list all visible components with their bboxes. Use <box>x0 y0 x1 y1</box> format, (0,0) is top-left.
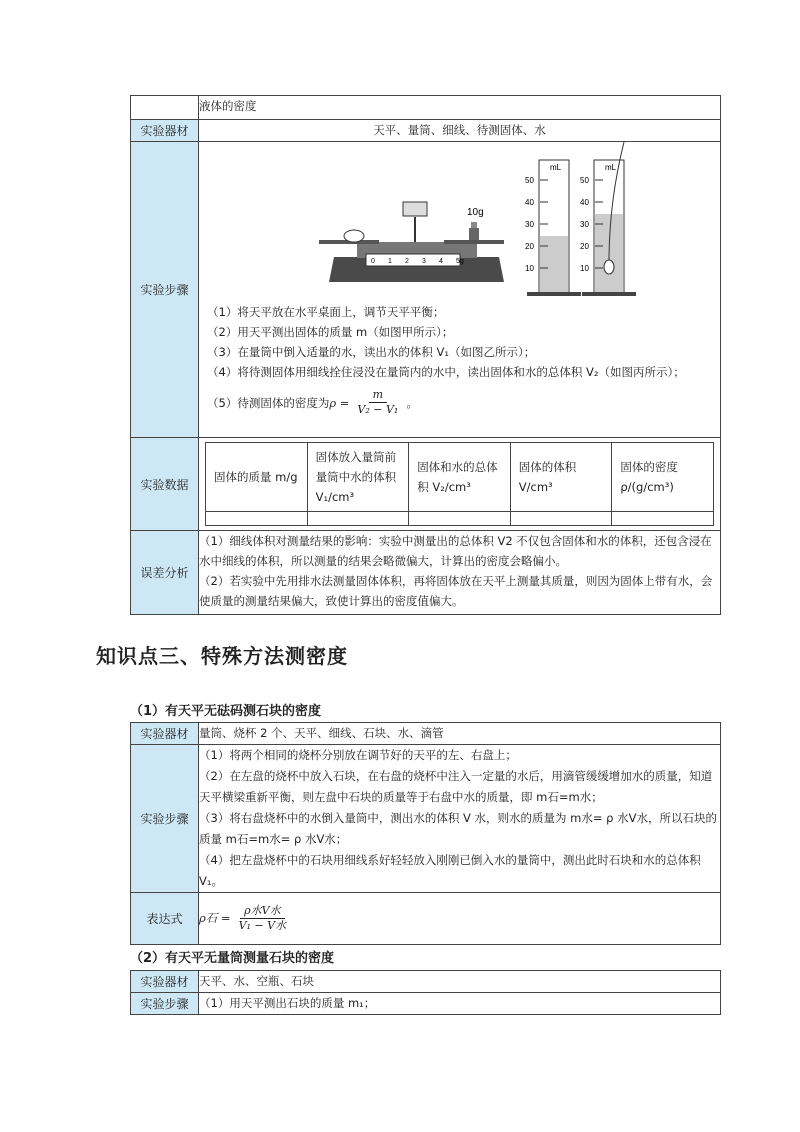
balance-scale-label: 5g <box>456 258 464 265</box>
balance-scale-label: 2 <box>405 258 409 265</box>
apparatus-figure <box>199 142 720 302</box>
part2-steps-label: 实验步骤 <box>131 993 199 1015</box>
part1-step-1: （1）将两个相同的烧杯分别放在调节好的天平的左、右盘上； <box>199 748 517 762</box>
error-analysis-1: （1）细线体积对测量结果的影响：实验中测量出的总体积 V2 不仅包含固体和水的体积，还包含浸在水中细线的体积，所以测量的结果会略微偏大，计算出的密度会略偏小。 <box>199 534 712 568</box>
part1-equipment-label: 实验器材 <box>131 723 199 745</box>
balance-scale-label: 1 <box>388 258 392 265</box>
cylinder-a <box>527 160 581 296</box>
data-cell-v[interactable] <box>510 512 612 526</box>
error-analysis-2: （2）若实验中先用排水法测量固体体积，再将固体放在天平上测量其质量，则因为固体上带有水，会使质量的测量结果偏大，致使计算出的密度值偏大。 <box>199 574 713 608</box>
data-header-v1: 固体放入量筒前量筒中水的体积 V₁/cm³ <box>307 443 409 512</box>
density-formula <box>329 388 417 417</box>
part1-steps-label: 实验步骤 <box>131 745 199 893</box>
step-2: （2）用天平测出固体的质量 m（如图甲所示）； <box>207 325 454 339</box>
weight-label: 10g <box>467 207 484 218</box>
error-label: 误差分析 <box>131 531 199 615</box>
expr-lhs: ρ石 = <box>199 911 231 925</box>
balance-scale-label: 4 <box>439 258 443 265</box>
part2-equipment-text: 天平、水、空瓶、石块 <box>199 971 721 993</box>
part1-expression <box>199 904 294 933</box>
part2-equipment-label: 实验器材 <box>131 971 199 993</box>
data-header-density: 固体的密度ρ/(g/cm³) <box>612 443 714 512</box>
cylinder-tick-label: 40 <box>580 198 589 207</box>
part1-step-3: （3）将右盘烧杯中的水倒入量筒中，测出水的体积 V 水，则水的质量为 m水= ρ 水V水，所以石块的质量 m石=m水= ρ 水V水； <box>199 811 717 846</box>
steps-label: 实验步骤 <box>131 142 199 438</box>
data-cell-v1[interactable] <box>307 512 409 526</box>
cylinder-tick-label: 50 <box>580 176 589 185</box>
cylinder-tick-label: 30 <box>525 220 534 229</box>
formula-tail: 。 <box>406 395 418 410</box>
formula-lhs: ρ = <box>329 395 350 410</box>
part1-step-2: （2）在左盘的烧杯中放入石块，在右盘的烧杯中注入一定量的水后，用滴管缓缓增加水的质量，知道天平横梁重新平衡，则左盘中石块的质量等于右盘中水的质量，即 m石=m水； <box>199 769 713 804</box>
cylinder-tick-label: 10 <box>525 264 534 273</box>
expr-numerator: ρ水V水 <box>240 904 284 919</box>
cylinder-a-unit: mL <box>550 163 562 172</box>
part1-title: （1）有天平无砝码测石块的密度 <box>130 704 322 719</box>
cylinder-tick-label: 10 <box>580 264 589 273</box>
data-header-mass: 固体的质量 m/g <box>206 443 308 512</box>
formula-numerator: m <box>369 388 387 403</box>
cylinder-tick-label: 20 <box>580 242 589 251</box>
equipment-label: 实验器材 <box>131 120 199 142</box>
step-3: （3）在量筒中倒入适量的水，读出水的体积 V₁（如图乙所示）； <box>207 345 536 359</box>
data-cell-density[interactable] <box>612 512 714 526</box>
data-header-v2: 固体和水的总体积 V₂/cm³ <box>409 443 511 512</box>
data-cell <box>199 438 721 531</box>
equipment-text: 天平、量筒、细线、待测固体、水 <box>199 120 721 142</box>
cylinder-tick-label: 20 <box>525 242 534 251</box>
step-4: （4）将待测固体用细线拴住浸没在量筒内的水中，读出固体和水的总体积 V₂（如图丙所示）； <box>207 365 685 379</box>
part1-step-4: （4）把左盘烧杯中的石块用细线系好轻轻放入刚刚已倒入水的量筒中，测出此时石块和水的总体积 V₁。 <box>199 853 701 888</box>
expr-denominator: V₁ − V水 <box>238 919 287 932</box>
part1-expr-label: 表达式 <box>131 893 199 945</box>
step-1: （1）将天平放在水平桌面上，调节天平平衡； <box>207 305 445 319</box>
steps-cell <box>199 142 721 438</box>
formula-denominator: V₂ − V₁ <box>357 403 399 416</box>
step-5 <box>207 388 712 417</box>
part2-title: （2）有天平无量筒测量石块的密度 <box>130 951 335 966</box>
data-label: 实验数据 <box>131 438 199 531</box>
data-header-v: 固体的体积 V/cm³ <box>510 443 612 512</box>
cylinder-b-unit: mL <box>605 163 617 172</box>
data-cell-mass[interactable] <box>206 512 308 526</box>
data-cell-v2[interactable] <box>409 512 511 526</box>
cylinder-tick-label: 40 <box>525 198 534 207</box>
apparatus-illustration <box>199 142 721 302</box>
step-5-text: （5）待测固体的密度为 <box>207 395 330 410</box>
measurement-table <box>130 95 721 615</box>
part1-table <box>130 722 721 945</box>
balance-scale-label: 3 <box>422 258 426 265</box>
part2-steps-text: （1）用天平测出石块的质量 m₁； <box>199 993 721 1015</box>
cylinder-tick-label: 50 <box>525 176 534 185</box>
table-top-left-cell <box>131 96 199 120</box>
section-title: 知识点三、特殊方法测密度 <box>96 644 348 668</box>
data-table <box>205 442 714 526</box>
part2-table <box>130 970 721 1015</box>
table-top-text: 液体的密度 <box>199 96 721 120</box>
cylinder-tick-label: 30 <box>580 220 589 229</box>
balance-scale-label: 0 <box>371 258 375 265</box>
part1-equipment-text: 量筒、烧杯 2 个、天平、细线、石块、水、滴管 <box>199 723 721 745</box>
